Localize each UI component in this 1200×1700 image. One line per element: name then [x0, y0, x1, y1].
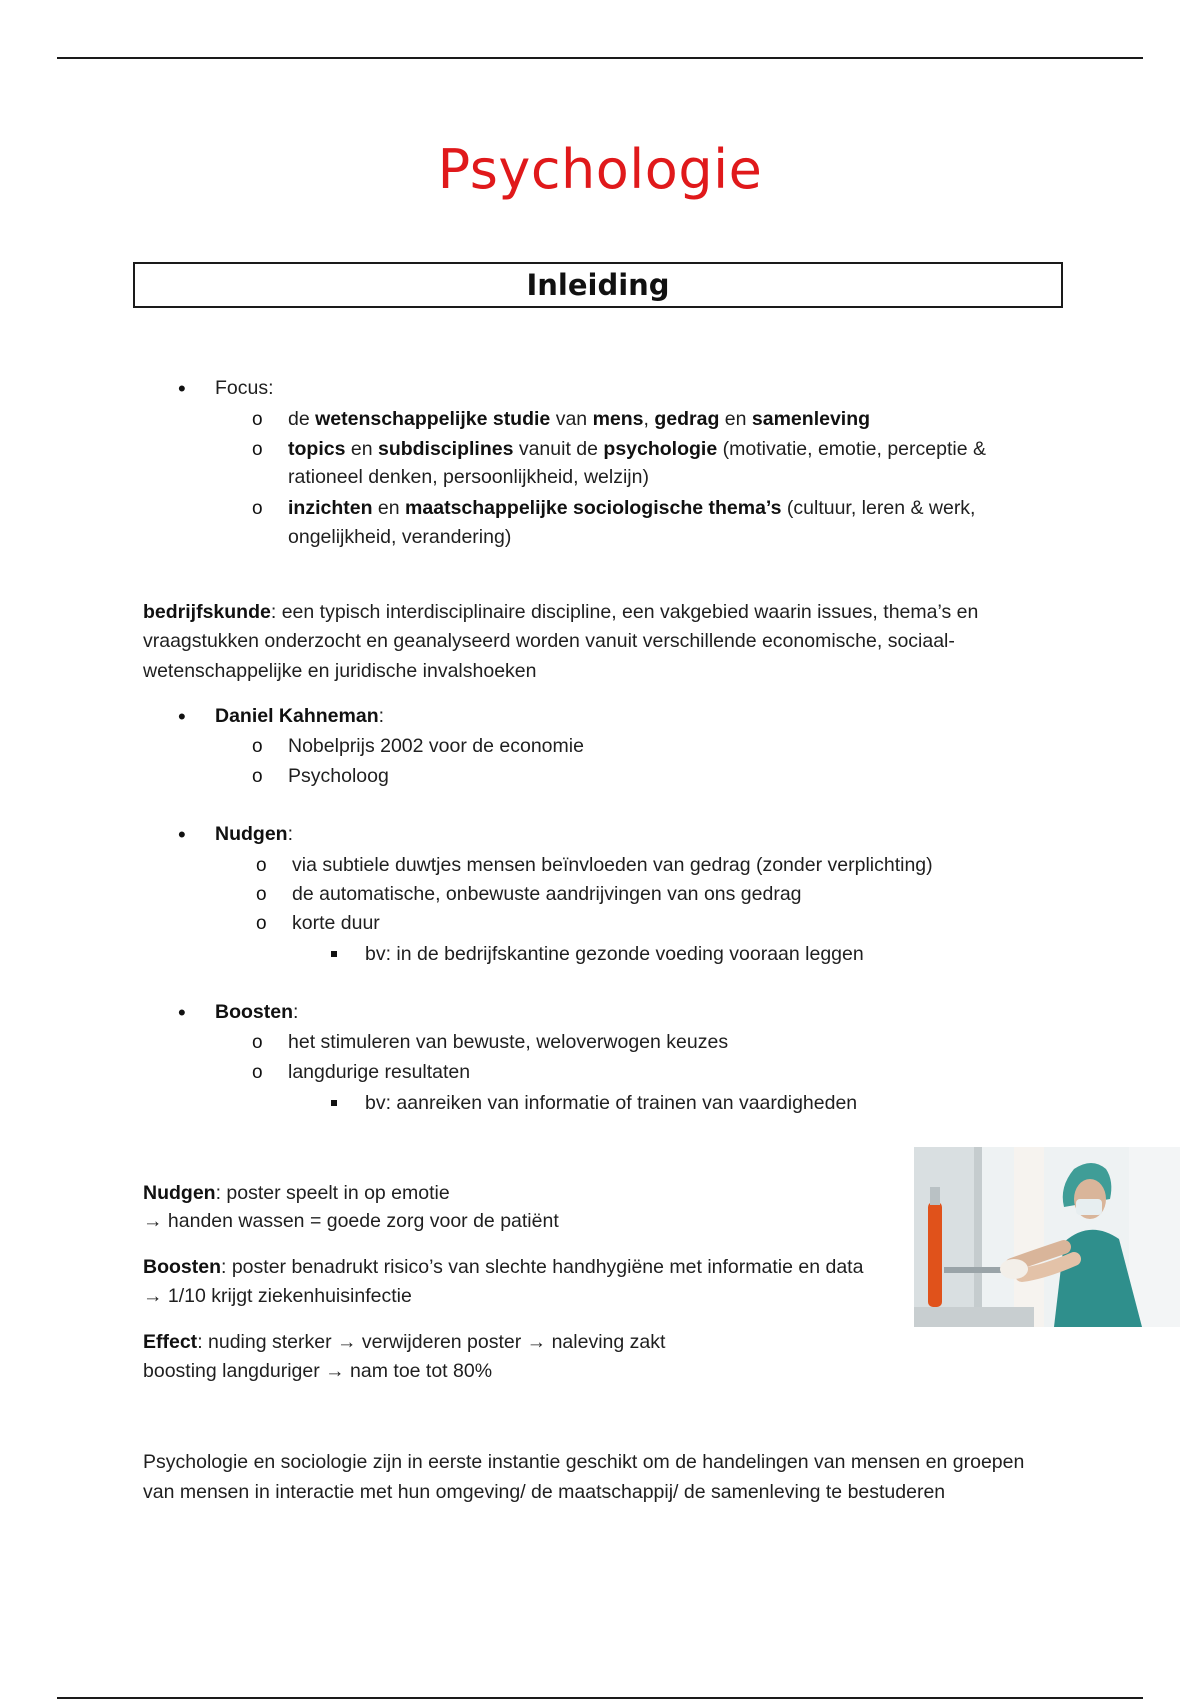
nudgen-label: Nudgen: — [215, 823, 293, 845]
bullet-o-icon: o — [256, 855, 267, 876]
focus-item-2-cont: rationeel denken, persoonlijkheid, welzijn) — [288, 466, 649, 488]
bullet-dot-icon: • — [178, 704, 186, 729]
top-rule — [57, 57, 1143, 59]
bullet-o-icon: o — [256, 913, 267, 934]
focus-item-3: inzichten en maatschappelijke sociologische thema’s (cultuur, leren & werk, — [288, 497, 976, 519]
bullet-dot-icon: • — [178, 822, 186, 847]
kahneman-label: Daniel Kahneman: — [215, 705, 385, 727]
focus-item-1: de wetenschappelijke studie van mens, gedrag en samenleving — [288, 408, 871, 430]
section-heading: Inleiding — [526, 268, 670, 302]
nudgen-sub-item: bv: in de bedrijfskantine gezonde voeding vooraan leggen — [365, 943, 864, 965]
surgeon-illustration — [914, 1147, 1180, 1327]
bullet-square-icon — [331, 1100, 337, 1106]
example-effect: Effect: nuding sterker → verwijderen poster → naleving zakt — [143, 1331, 666, 1353]
bullet-o-icon: o — [256, 884, 267, 905]
focus-item-2: topics en subdisciplines vanuit de psychologie (motivatie, emotie, perceptie & — [288, 438, 986, 460]
example-boosten: Boosten: poster benadrukt risico’s van slechte handhygiëne met informatie en data — [143, 1256, 864, 1278]
boosten-sub-item: bv: aanreiken van informatie of trainen van vaardigheden — [365, 1092, 858, 1114]
bedrijfskunde-line-2: vraagstukken onderzocht en geanalyseerd worden vanuit verschillende economische, sociaal- — [143, 630, 955, 652]
bullet-o-icon: o — [252, 1062, 263, 1083]
focus-item-3-cont: ongelijkheid, verandering) — [288, 526, 512, 548]
bullet-o-icon: o — [252, 439, 263, 460]
bullet-o-icon: o — [252, 766, 263, 787]
kahneman-item-2: Psycholoog — [288, 765, 389, 787]
nudgen-item-3: korte duur — [292, 912, 380, 934]
bullet-square-icon — [331, 951, 337, 957]
example-boosten-arrow: → 1/10 krijgt ziekenhuisinfectie — [143, 1285, 412, 1307]
bullet-o-icon: o — [252, 409, 263, 430]
bedrijfskunde-line-1: bedrijfskunde: een typisch interdisciplinaire discipline, een vakgebied waarin issues, thema’s en — [143, 601, 979, 623]
page-title: Psychologie — [437, 138, 763, 201]
boosten-item-1: het stimuleren van bewuste, weloverwogen keuzes — [288, 1031, 729, 1053]
example-effect-line-2: boosting langduriger → nam toe tot 80% — [143, 1360, 493, 1382]
nudgen-item-2: de automatische, onbewuste aandrijvingen van ons gedrag — [292, 883, 802, 905]
example-nudgen-arrow: → handen wassen = goede zorg voor de patiënt — [143, 1210, 559, 1232]
bottom-rule — [57, 1697, 1143, 1699]
section-heading-box — [133, 262, 1063, 308]
boosten-label: Boosten: — [215, 1001, 299, 1023]
example-nudgen: Nudgen: poster speelt in op emotie — [143, 1182, 450, 1204]
focus-label: Focus: — [215, 377, 274, 399]
kahneman-item-1: Nobelprijs 2002 voor de economie — [288, 735, 584, 757]
bullet-o-icon: o — [252, 1032, 263, 1053]
bullet-o-icon: o — [252, 498, 263, 519]
closing-line-2: van mensen in interactie met hun omgeving/ de maatschappij/ de samenleving te bestuderen — [143, 1481, 946, 1503]
bullet-dot-icon: • — [178, 1000, 186, 1025]
bullet-o-icon: o — [252, 736, 263, 757]
nudgen-item-1: via subtiele duwtjes mensen beïnvloeden van gedrag (zonder verplichting) — [292, 854, 933, 876]
boosten-item-2: langdurige resultaten — [288, 1061, 471, 1083]
closing-line-1: Psychologie en sociologie zijn in eerste instantie geschikt om de handelingen van mensen en groepen — [143, 1451, 1025, 1473]
bullet-dot-icon: • — [178, 376, 186, 401]
handwashing-photo — [914, 1147, 1180, 1327]
bedrijfskunde-line-3: wetenschappelijke en juridische invalshoeken — [143, 660, 537, 682]
